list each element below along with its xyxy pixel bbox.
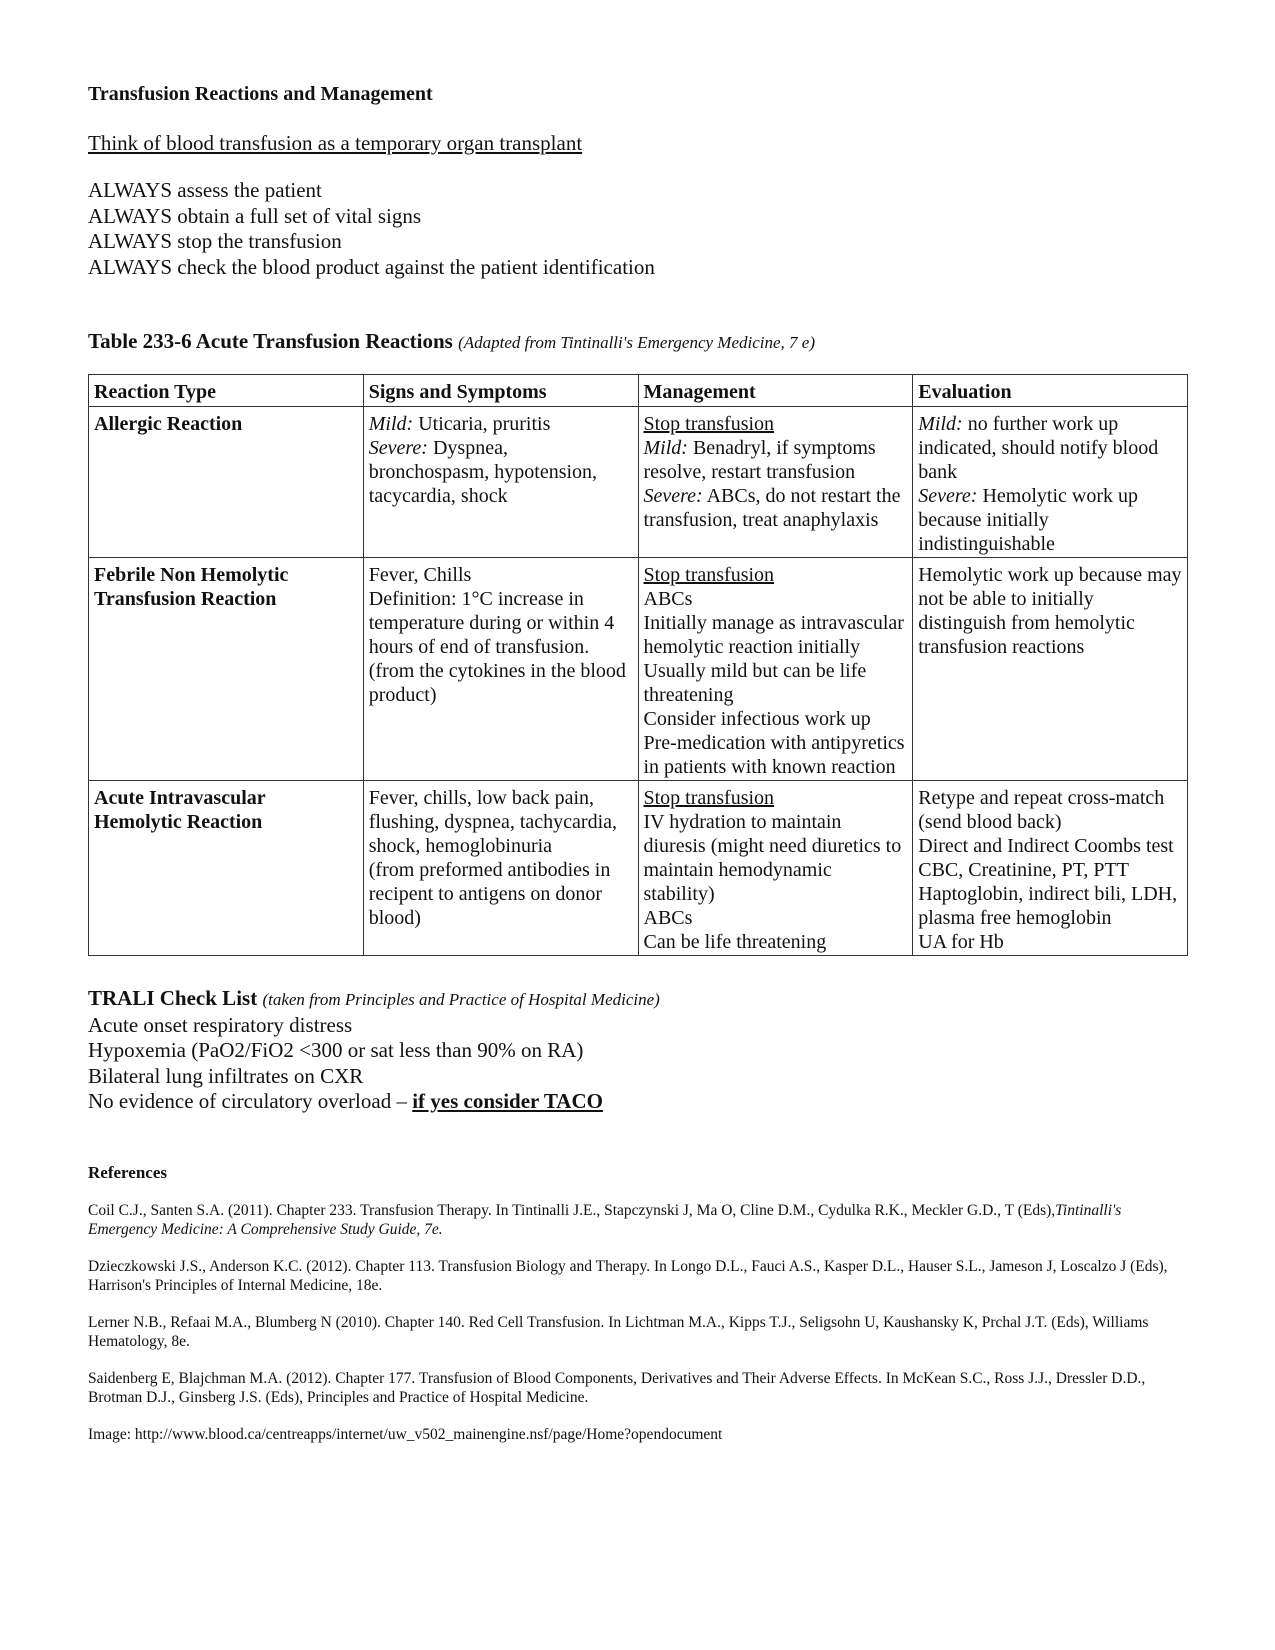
management-cell	[638, 558, 913, 781]
mild-label: Mild:	[643, 437, 688, 459]
image-credit: Image: http://www.blood.ca/centreapps/internet/uw_v502_mainengine.nsf/page/Home?opendocument	[88, 1425, 723, 1443]
always-list	[88, 178, 1188, 280]
table-source: (Adapted from Tintinalli's Emergency Medicine, 7 e)	[458, 333, 816, 352]
subtitle: Think of blood transfusion as a temporary organ transplant	[88, 131, 583, 155]
management-line: Initially manage as intravascular hemolytic reaction initially	[643, 612, 904, 658]
trali-item	[88, 1089, 1188, 1115]
reference-text: Saidenberg E, Blajchman M.A. (2012). Chapter 177. Transfusion of Blood Components, Derivatives and Their Adverse Effects. In McKean S.C., Ross J.J., Dressler D.D., Brotman D.J., Ginsberg J.S. (Eds), Principles and Practice of Hospital Medicine.	[88, 1369, 1146, 1406]
reference-item	[88, 1313, 1188, 1351]
management-cell	[638, 781, 913, 956]
management-line: IV hydration to maintain diuresis (might need diuretics to maintain hemodynamic stability)	[643, 811, 902, 905]
reference-item	[88, 1201, 1188, 1239]
always-item: ALWAYS stop the transfusion	[88, 229, 342, 253]
evaluation-line: Direct and Indirect Coombs test	[918, 835, 1174, 857]
column-header: Evaluation	[913, 375, 1188, 407]
table-header-row	[89, 375, 1188, 407]
signs-line: (from the cytokines in the blood product)	[368, 660, 626, 706]
always-item: ALWAYS check the blood product against the patient identification	[88, 254, 655, 279]
signs-cell	[363, 558, 638, 781]
column-header: Signs and Symptoms	[363, 375, 638, 407]
severe-text: ABCs, do not restart the transfusion, treat anaphylaxis	[643, 485, 901, 531]
reference-text: Coil C.J., Santen S.A. (2011). Chapter 233. Transfusion Therapy. In Tintinalli J.E., Stapczynski J, Ma O, Cline D.M., Cydulka R.K., Meckler G.D., T (Eds),	[88, 1201, 1056, 1219]
management-cell	[638, 407, 913, 558]
table-row	[89, 558, 1188, 781]
trali-item: Hypoxemia (PaO2/FiO2 <300 or sat less than 90% on RA)	[88, 1038, 584, 1062]
stop-transfusion: Stop transfusion	[643, 787, 775, 809]
management-line: Pre-medication with antipyretics in patients with known reaction	[643, 732, 905, 778]
evaluation-line: UA for Hb	[918, 931, 1004, 953]
severe-label: Severe:	[643, 485, 703, 507]
mild-label: Mild:	[918, 413, 963, 435]
mild-text: Benadryl, if symptoms resolve, restart transfusion	[643, 437, 876, 483]
trali-item: Acute onset respiratory distress	[88, 1012, 353, 1037]
taco-emphasis: if yes consider TACO	[412, 1089, 603, 1113]
trali-heading	[88, 986, 1188, 1013]
column-header: Management	[638, 375, 913, 407]
page-title: Transfusion Reactions and Management	[88, 83, 433, 105]
trali-source: (taken from Principles and Practice of Hospital Medicine)	[262, 990, 660, 1009]
signs-line: Fever, Chills	[368, 564, 472, 586]
reaction-type: Acute Intravascular Hemolytic Reaction	[89, 781, 364, 956]
evaluation-line: Haptoglobin, indirect bili, LDH, plasma free hemoglobin	[918, 883, 1178, 929]
evaluation-cell	[913, 781, 1188, 956]
stop-transfusion: Stop transfusion	[643, 413, 775, 435]
trali-checklist	[88, 986, 1188, 1115]
table-caption	[88, 328, 1188, 356]
evaluation-line: Hemolytic work up because may not be able to initially distinguish from hemolytic transfusion reactions	[918, 564, 1182, 658]
trali-title: TRALI Check List	[88, 986, 258, 1010]
signs-line: Definition: 1°C increase in temperature during or within 4 hours of end of transfusion.	[368, 588, 615, 658]
trali-item: Bilateral lung infiltrates on CXR	[88, 1063, 364, 1088]
severe-label: Severe:	[918, 485, 978, 507]
reference-item	[88, 1257, 1188, 1295]
management-line: Consider infectious work up	[643, 708, 871, 730]
management-line: ABCs	[643, 588, 693, 610]
severe-text: Dyspnea, bronchospasm, hypotension, tacycardia, shock	[368, 437, 598, 507]
mild-label: Mild:	[368, 413, 414, 435]
management-line: Can be life threatening	[643, 931, 827, 953]
reactions-table	[88, 374, 1188, 956]
document-page	[88, 82, 1188, 1444]
mild-text: no further work up indicated, should notify blood bank	[918, 413, 1159, 483]
always-item: ALWAYS obtain a full set of vital signs	[88, 203, 422, 228]
severe-label: Severe:	[368, 437, 428, 459]
reference-item	[88, 1369, 1188, 1407]
signs-line: (from preformed antibodies in recipent to antigens on donor blood)	[368, 859, 611, 929]
signs-cell	[363, 781, 638, 956]
table-title: Table 233-6 Acute Transfusion Reactions	[88, 329, 453, 353]
always-item: ALWAYS assess the patient	[88, 178, 322, 202]
trali-last-text: No evidence of circulatory overload –	[88, 1089, 413, 1113]
column-header: Reaction Type	[89, 375, 364, 407]
signs-cell	[363, 407, 638, 558]
reaction-type: Allergic Reaction	[89, 407, 364, 558]
mild-text: Uticaria, pruritis	[413, 413, 551, 435]
stop-transfusion: Stop transfusion	[643, 564, 775, 586]
evaluation-line: Retype and repeat cross-match (send blood back)	[918, 787, 1165, 833]
references-title: References	[88, 1162, 167, 1182]
evaluation-line: CBC, Creatinine, PT, PTT	[918, 859, 1129, 881]
management-line: Usually mild but can be life threatening	[643, 660, 867, 706]
evaluation-cell	[913, 558, 1188, 781]
evaluation-cell	[913, 407, 1188, 558]
reference-text: Dzieczkowski J.S., Anderson K.C. (2012). Chapter 113. Transfusion Biology and Therapy. In Longo D.L., Fauci A.S., Kasper D.L., Hauser S.L., Jameson J, Loscalzo J (Eds), Harrison's Principles of Internal Medicine, 18e.	[88, 1257, 1168, 1294]
severe-text: Hemolytic work up because initially indistinguishable	[918, 485, 1138, 555]
management-line: ABCs	[643, 907, 693, 929]
reference-text: Lerner N.B., Refaai M.A., Blumberg N (2010). Chapter 140. Red Cell Transfusion. In Lichtman M.A., Kipps T.J., Seligsohn U, Kaushansky K, Prchal J.T. (Eds), Williams Hematology, 8e.	[88, 1313, 1149, 1350]
signs-line: Fever, chills, low back pain, flushing, dyspnea, tachycardia, shock, hemoglobinuria	[368, 787, 618, 857]
reaction-type: Febrile Non Hemolytic Transfusion Reaction	[89, 558, 364, 781]
reference-italic: Tintinalli's Emergency Medicine: A Comprehensive Study Guide, 7e.	[88, 1201, 1122, 1238]
table-row	[89, 781, 1188, 956]
table-row	[89, 407, 1188, 558]
